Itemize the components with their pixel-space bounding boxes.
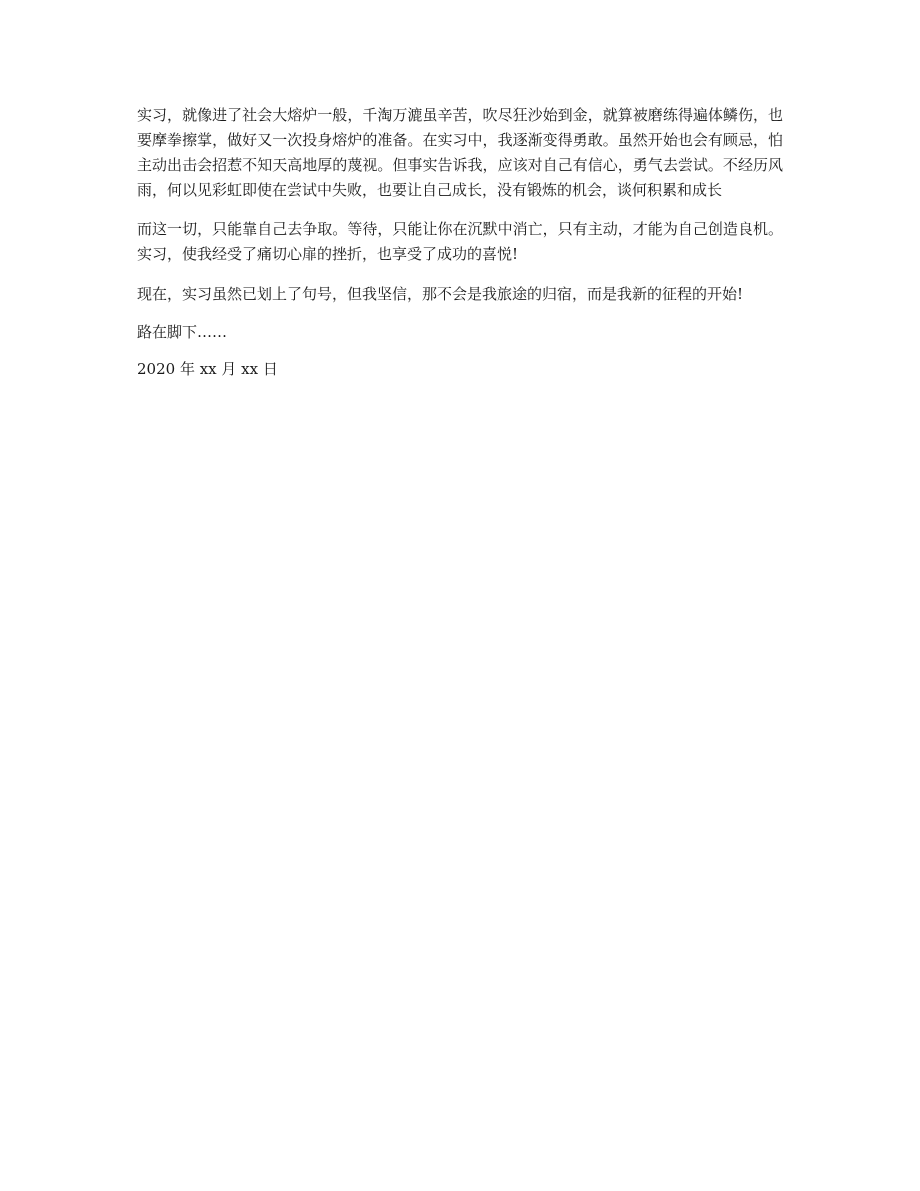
paragraph-new-journey: 现在，实习虽然已划上了句号，但我坚信，那不会是我旅途的归宿，而是我新的征程的开始!	[137, 285, 744, 303]
paragraph-road-ahead: 路在脚下……	[137, 323, 228, 341]
paragraph-strive-yourself: 而这一切，只能靠自己去争取。等待，只能让你在沉默中消亡，只有主动，才能为自己创造良机。实习，使我经受了痛切心扉的挫折，也享受了成功的喜悦!	[137, 220, 783, 263]
paragraph-internship-furnace: 实习，就像进了社会大熔炉一般，千淘万漉虽辛苦，吹尽狂沙始到金，就算被磨练得遍体鳞伤，也要摩拳擦掌，做好又一次投身熔炉的准备。在实习中，我逐渐变得勇敢。虽然开始也会有顾忌，怕主动出击会招惹不知天高地厚的蔑视。但事实告诉我，应该对自己有信心，勇气去尝试。不经历风雨，何以见彩虹即使在尝试中失败，也要让自己成长，没有锻炼的机会，谈何积累和成长	[137, 106, 783, 199]
document-date: 2020 年 xx 月 xx 日	[137, 360, 278, 378]
document-body	[137, 103, 783, 382]
